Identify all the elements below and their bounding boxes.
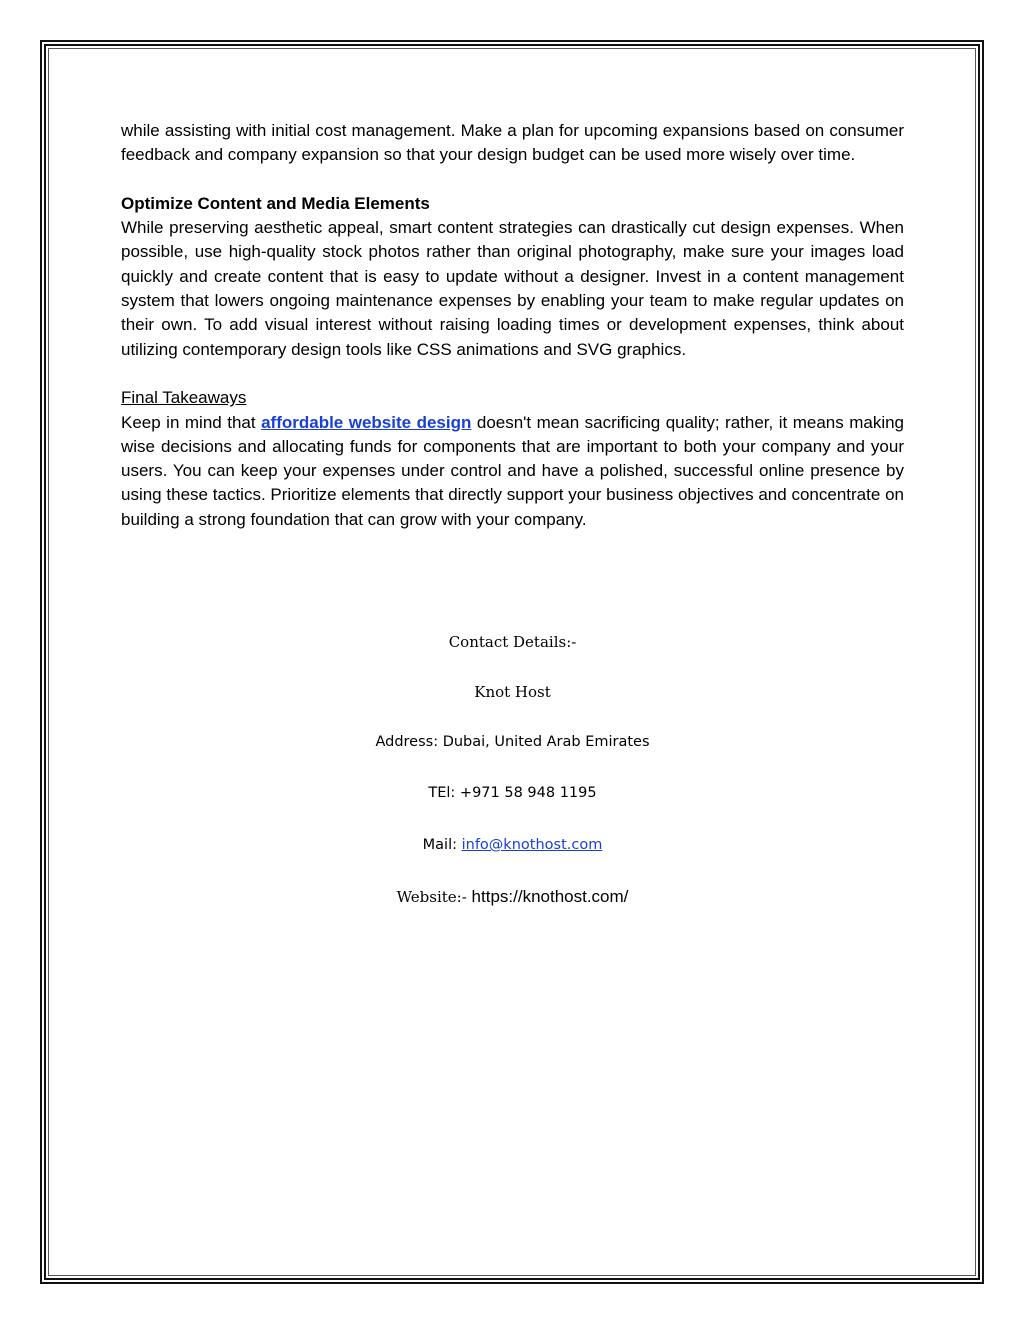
mail-label: Mail: [422,837,462,853]
section-heading-optimize: Optimize Content and Media Elements [121,193,430,213]
mail-link[interactable]: info@knothost.com [461,837,603,853]
section-body-optimize: While preserving aesthetic appeal, smart content strategies can drastically cut design expenses. When possible, use high-quality stock photos rather than original photography, make sure your images load quickly and create content that is easy to update without a designer. Invest in a content management system that lowers ongoing maintenance expenses by enabling your team to make regular updates on their own. To add visual interest without raising loading times or development expenses, think about utilizing contemporary design tools like CSS animations and SVG graphics. [121,218,904,359]
section-heading-final: Final Takeaways [121,388,247,408]
contact-mail [121,833,904,857]
website-label: Website:- [396,888,472,906]
contact-gap [121,857,904,885]
contact-gap [121,805,904,833]
document-body [121,119,904,532]
contact-gap [121,704,904,730]
section-body-final [121,411,904,532]
contact-website [121,885,904,909]
contact-address: Address: Dubai, United Arab Emirates [375,734,650,750]
final-text-before-link: Keep in mind that [121,412,262,432]
contact-gap [121,754,904,781]
website-url: https://knothost.com/ [471,887,629,906]
affordable-website-design-link[interactable]: affordable website design [261,412,472,432]
contact-title: Contact Details:- [448,633,577,651]
paragraph-gap [121,362,904,386]
contact-gap [121,654,904,680]
contact-details [121,630,904,909]
final-text-after-link: doesn't mean sacrificing quality; rather, it means making wise decisions and allocating funds for components that are important to both your company and your users. You can keep your expenses under control and have a polished, successful online presence by using these tactics. Prioritize elements that directly support your business objectives and concentrate on building a strong foundation that can grow with your company. [121,412,905,529]
company-name: Knot Host [474,683,551,701]
intro-paragraph: while assisting with initial cost management. Make a plan for upcoming expansions based on consumer feedback and company expansion so that your design budget can be used more wisely over time. [121,121,904,165]
contact-tel: TEl: +971 58 948 1195 [428,785,597,801]
paragraph-gap [121,168,904,192]
